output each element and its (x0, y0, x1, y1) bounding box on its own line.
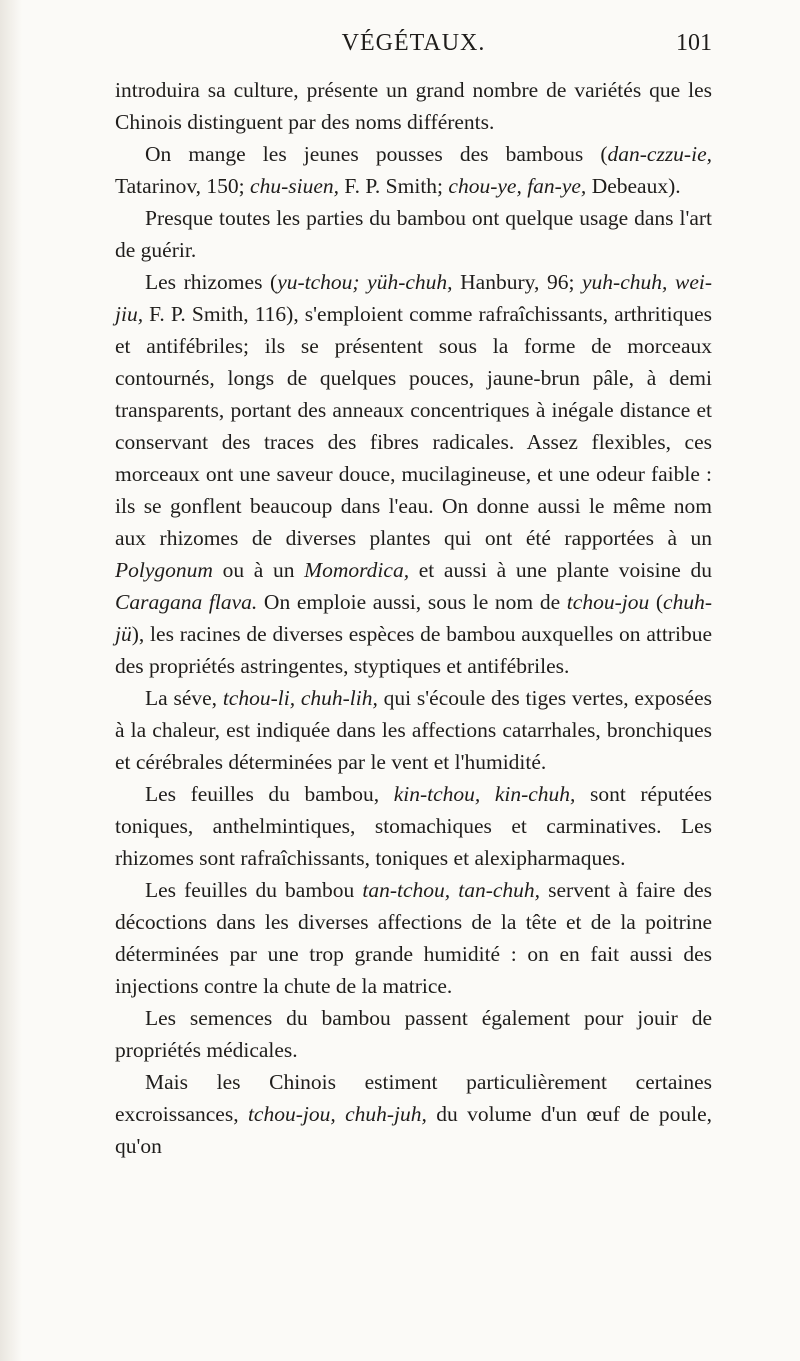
text-run: Mais les Chinois estiment particulièrement certaines excroissances, (115, 1070, 712, 1126)
paragraph (115, 874, 712, 1002)
text-run: F. P. Smith, 116), s'emploient comme rafraîchissants, arthritiques et antifébriles; ils se présentent sous la forme de morceaux contournés, longs de quelques pouces, jaune-brun pâle, à demi transparents, portant des anneaux concentriques à inégale distance et conservant des traces des fibres radicales. Assez flexibles, ces morceaux ont une saveur douce, mucilagineuse, et une odeur faible : ils se gonflent beaucoup dans l'eau. On donne aussi le même nom aux rhizomes de diverses plantes qui ont été rapportées à un (115, 302, 712, 550)
page-header (115, 30, 712, 70)
text-run: ( (649, 590, 664, 614)
page-gutter-shadow (0, 0, 22, 1361)
paragraph (115, 138, 712, 202)
italic-term: kin-tchou, kin-chuh, (393, 782, 576, 806)
text-run: On mange les jeunes pousses des bambous ( (145, 142, 608, 166)
italic-term: Caragana flava. (115, 590, 258, 614)
body-text (115, 74, 712, 1162)
page-number: 101 (676, 30, 712, 56)
paragraph (115, 682, 712, 778)
paragraph (115, 1066, 712, 1162)
italic-term: tchou-li, chuh-lih, (222, 686, 378, 710)
paragraph (115, 74, 712, 138)
paragraph (115, 266, 712, 682)
italic-term: yuh-chuh, wei-jiu, (115, 270, 712, 326)
text-run: F. P. Smith; (339, 174, 449, 198)
text-run: Hanbury, 96; (452, 270, 583, 294)
italic-term: chou-ye, fan-ye, (448, 174, 587, 198)
text-run: On emploie aussi, sous le nom de (257, 590, 567, 614)
italic-term: yu-tchou; yüh-chuh, (277, 270, 453, 294)
text-run: et aussi à une plante voisine du (409, 558, 713, 582)
text-run: Les rhizomes ( (145, 270, 278, 294)
text-run: sont réputées toniques, anthelmintiques, stomachiques et carminatives. Les rhizomes sont rafraîchissants, toniques et alexipharmaques. (115, 782, 713, 870)
text-run: introduira sa culture, présente un grand nombre de variétés que les Chinois distinguent par des noms différents. (115, 78, 712, 134)
running-title: VÉGÉTAUX. (341, 30, 486, 56)
paragraph (115, 1002, 712, 1066)
text-run: La séve, (145, 686, 223, 710)
paragraph (115, 202, 712, 266)
italic-term: Polygonum (115, 558, 213, 582)
italic-term: dan-czzu-ie, (607, 142, 712, 166)
text-run: Les semences du bambou passent également pour jouir de propriétés médicales. (115, 1006, 712, 1062)
text-run: ou à un (212, 558, 305, 582)
italic-term: chuh-jü (115, 590, 712, 646)
text-run: Debeaux). (586, 174, 681, 198)
text-run: du volume d'un œuf de poule, qu'on (115, 1102, 713, 1158)
italic-term: tan-tchou, tan-chuh, (362, 878, 541, 902)
italic-term: chu-siuen, (250, 174, 339, 198)
text-run: Les feuilles du bambou, (145, 782, 394, 806)
text-run: Tatarinov, 150; (115, 174, 251, 198)
text-run: Les feuilles du bambou (145, 878, 363, 902)
paragraph (115, 778, 712, 874)
text-run: Presque toutes les parties du bambou ont quelque usage dans l'art de guérir. (115, 206, 712, 262)
italic-term: tchou-jou, chuh-juh, (247, 1102, 427, 1126)
text-run: ), les racines de diverses espèces de bambou auxquelles on attribue des propriétés astringentes, styptiques et antifébriles. (115, 622, 712, 678)
italic-term: tchou-jou (566, 590, 650, 614)
italic-term: Momordica, (304, 558, 410, 582)
text-run: servent à faire des décoctions dans les diverses affections de la tête et de la poitrine déterminées par une trop grande humidité : on en fait aussi des injections contre la chute de la matrice. (115, 878, 713, 998)
text-run: qui s'écoule des tiges vertes, exposées à la chaleur, est indiquée dans les affections catarrhales, bronchiques et cérébrales déterminées par le vent et l'humidité. (115, 686, 712, 774)
